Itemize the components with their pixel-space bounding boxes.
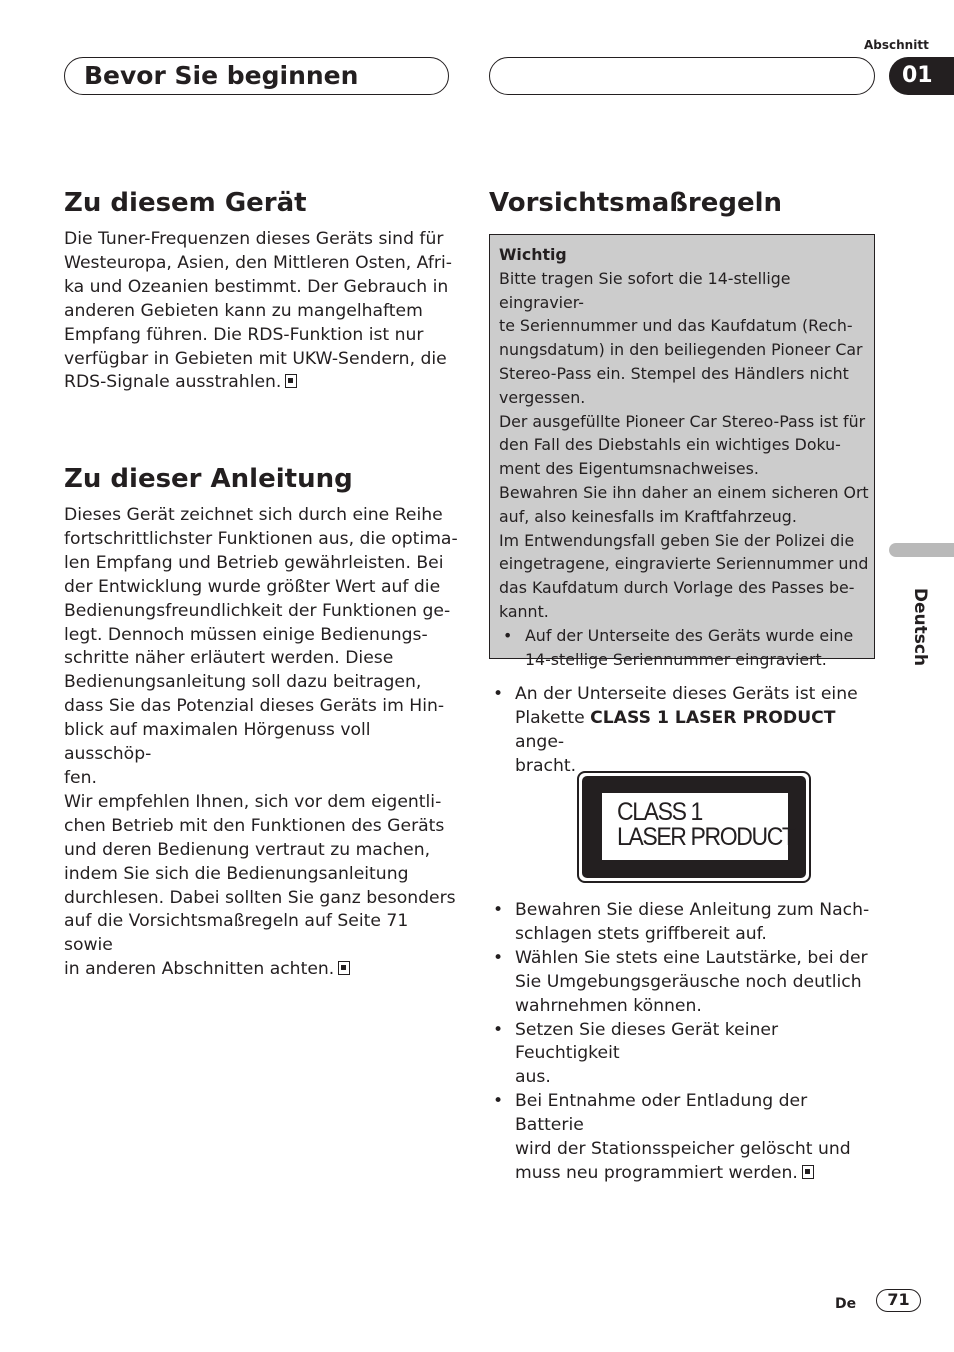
text-line: auf, also keinesfalls im Kraftfahrzeug. — [499, 506, 797, 526]
text-line: schritte näher erläutert werden. Diese — [64, 648, 394, 669]
text-line — [64, 958, 459, 982]
list-item-text — [525, 624, 871, 672]
text-line: verfügbar in Gebieten mit UKW-Sendern, die — [64, 348, 447, 369]
text-line-pre: Plakette — [515, 707, 591, 728]
text-line: bracht. — [515, 755, 577, 776]
text-line: nungsdatum) in den beiliegenden Pioneer Car — [499, 340, 863, 360]
precautions-list — [489, 899, 875, 1186]
bullet-icon: • — [493, 900, 504, 920]
text-line: Dieses Gerät zeichnet sich durch eine Reihe — [64, 505, 443, 525]
text-line: fen. — [64, 767, 97, 788]
text-line: auf die Vorsichtsmaßregeln auf Seite 71 sowie — [64, 911, 409, 956]
text-line: vergessen. — [499, 387, 586, 407]
text-line: Wir empfehlen Ihnen, sich vor dem eigentli- — [64, 791, 442, 812]
text-line: Bewahren Sie diese Anleitung zum Nach- — [515, 900, 870, 920]
text-line: muss neu programmiert werden. — [515, 1162, 798, 1183]
footer-language-code: De — [835, 1296, 857, 1312]
bullet-icon: • — [493, 1019, 504, 1040]
list-item — [489, 1019, 875, 1091]
section-label: Abschnitt — [864, 38, 929, 52]
heading-zu-diesem-geraet: Zu diesem Gerät — [64, 188, 307, 218]
text-line: der Entwicklung wurde größter Wert auf die — [64, 576, 441, 597]
text-line: chen Betrieb mit den Funktionen des Geräts — [64, 815, 445, 836]
text-line: anderen Gebieten kann zu mangelhaftem — [64, 300, 423, 321]
text-line: Der ausgefüllte Pioneer Car Stereo-Pass ist für — [499, 411, 866, 431]
page-title: Bevor Sie beginnen — [84, 61, 359, 90]
text-line-content: RDS-Signale ausstrahlen. — [64, 372, 282, 393]
text-line: kannt. — [499, 601, 549, 621]
list-item-text — [515, 1090, 875, 1186]
heading-zu-dieser-anleitung: Zu dieser Anleitung — [64, 464, 353, 494]
text-line: schlagen stets griffbereit auf. — [515, 923, 767, 944]
text-line: aus. — [515, 1067, 551, 1088]
text-line: Wählen Sie stets eine Lautstärke, bei der — [515, 947, 868, 968]
text-line: eingetragene, eingravierte Seriennummer und — [499, 554, 869, 574]
text-line: Sie Umgebungsgeräusche noch deutlich — [515, 971, 862, 992]
end-of-section-icon — [802, 1165, 814, 1179]
bullet-icon: • — [493, 947, 504, 968]
list-item-text — [515, 947, 875, 1019]
language-tab-label: Deutsch — [910, 587, 930, 667]
text-line: das Kaufdatum durch Vorlage des Passes be- — [499, 578, 855, 598]
list-item — [489, 683, 875, 779]
language-tab-marker — [889, 543, 954, 557]
text-line: Bitte tragen Sie sofort die 14-stellige eingravier- — [499, 268, 791, 312]
text-line: und deren Bedienung vertraut zu machen, — [64, 839, 431, 860]
bullet-icon: • — [493, 1091, 504, 1112]
laser-label-line: LASER PRODUCT — [617, 823, 795, 851]
heading-vorsichtsmassregeln: Vorsichtsmaßregeln — [489, 188, 783, 218]
text-line: Auf der Unterseite des Geräts wurde eine — [525, 625, 854, 645]
text-line: durchlesen. Dabei sollten Sie ganz besonders — [64, 887, 456, 908]
text-line: indem Sie sich die Bedienungsanleitung — [64, 863, 409, 884]
text-line: wahrnehmen können. — [515, 995, 702, 1016]
text-line: len Empfang und Betrieb gewährleisten. Bei — [64, 552, 444, 573]
end-of-section-icon — [285, 374, 297, 388]
page-number: 71 — [876, 1289, 921, 1312]
list-item-text — [515, 1019, 875, 1091]
list-item-text — [515, 683, 875, 779]
paragraph-zu-dieser-anleitung — [64, 504, 459, 982]
text-line: fortschrittlichster Funktionen aus, die optima- — [64, 528, 458, 549]
end-of-section-icon — [338, 961, 350, 975]
text-line: wird der Stationsspeicher gelöscht und — [515, 1139, 851, 1160]
text-line: Im Entwendungsfall geben Sie der Polizei die — [499, 530, 855, 550]
laser-label-line: CLASS 1 — [617, 798, 702, 826]
text-line — [64, 371, 459, 395]
text-line-content: in anderen Abschnitten achten. — [64, 959, 335, 980]
list-item — [489, 899, 875, 947]
text-line-post: ange- — [515, 731, 565, 752]
list-item-text — [515, 899, 875, 947]
text-line: dass Sie das Potenzial dieses Geräts im Hin- — [64, 696, 445, 717]
bullet-icon: • — [503, 625, 513, 645]
laser-label-text — [617, 800, 795, 850]
laser-product-notice — [489, 683, 875, 779]
text-line: ment des Eigentumsnachweises. — [499, 459, 759, 479]
text-line: Bedienungsfreundlichkeit der Funktionen ge- — [64, 600, 451, 621]
text-line: Empfang führen. Die RDS-Funktion ist nur — [64, 324, 424, 345]
text-line: ka und Ozeanien bestimmt. Der Gebrauch in — [64, 276, 449, 297]
text-line: blick auf maximalen Hörgenuss voll ausschöp- — [64, 720, 371, 765]
text-line: Bedienungsanleitung soll dazu beitragen, — [64, 672, 422, 693]
important-notice-content — [499, 243, 871, 671]
bullet-icon: • — [493, 684, 504, 704]
text-line: Setzen Sie dieses Gerät keiner Feuchtigkeit — [515, 1019, 779, 1064]
list-item — [499, 624, 871, 672]
text-line: An der Unterseite dieses Geräts ist eine — [515, 684, 858, 704]
important-notice-title: Wichtig — [499, 245, 567, 264]
laser-product-emphasis: CLASS 1 LASER PRODUCT — [590, 707, 836, 728]
text-line: 14-stellige Seriennummer eingraviert. — [525, 649, 827, 669]
text-line: te Seriennummer und das Kaufdatum (Rech- — [499, 316, 853, 336]
paragraph-zu-diesem-geraet — [64, 228, 459, 395]
text-line: den Fall des Diebstahls ein wichtiges Doku- — [499, 435, 841, 455]
header-empty-frame — [489, 57, 875, 95]
section-number-badge: 01 — [889, 57, 954, 95]
text-line: Bewahren Sie ihn daher an einem sicheren Ort — [499, 482, 869, 502]
text-line: Die Tuner-Frequenzen dieses Geräts sind für — [64, 229, 444, 249]
text-line: Bei Entnahme oder Entladung der Batterie — [515, 1091, 808, 1136]
text-line: Stereo-Pass ein. Stempel des Händlers nicht — [499, 363, 849, 383]
text-line: Westeuropa, Asien, den Mittleren Osten, Afri- — [64, 252, 452, 273]
text-line: legt. Dennoch müssen einige Bedienungs- — [64, 624, 428, 645]
list-item — [489, 947, 875, 1019]
list-item — [489, 1090, 875, 1186]
